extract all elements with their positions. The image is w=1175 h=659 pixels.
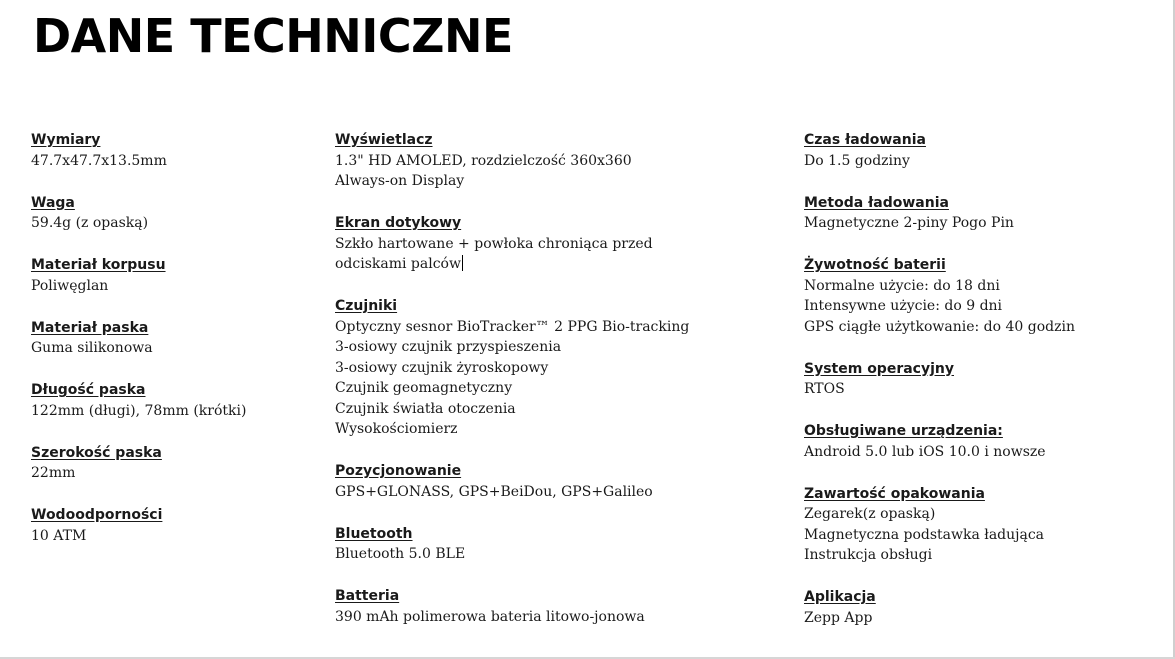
spec-section-material-paska bbox=[31, 317, 311, 359]
spec-heading: Materiał paska bbox=[31, 319, 149, 336]
spec-value-text: Magnetyczne 2-piny Pogo Pin bbox=[804, 215, 1014, 231]
spec-values bbox=[335, 544, 795, 565]
spec-heading: Materiał korpusu bbox=[31, 257, 166, 273]
spec-heading: Zawartość opakowania bbox=[804, 485, 985, 502]
spec-values bbox=[31, 463, 311, 484]
spec-values bbox=[335, 234, 795, 275]
spec-value bbox=[804, 525, 1164, 546]
spec-value-text: odciskami palców bbox=[335, 256, 461, 272]
spec-section-batteria bbox=[335, 585, 795, 627]
spec-value-text: Instrukcja obsługi bbox=[804, 547, 933, 563]
spec-value-text: Czujnik geomagnetyczny bbox=[335, 380, 513, 396]
spec-values bbox=[804, 504, 1164, 566]
spec-values bbox=[31, 338, 311, 359]
spec-value-text: 47.7x47.7x13.5mm bbox=[31, 152, 167, 169]
specs-column-1 bbox=[31, 129, 311, 567]
spec-section-waga bbox=[31, 192, 311, 234]
spec-heading: Długość paska bbox=[31, 382, 146, 398]
spec-value-text: Android 5.0 lub iOS 10.0 i nowsze bbox=[804, 443, 1046, 460]
spec-value-text: 1.3" HD AMOLED, rozdzielczość 360x360 bbox=[335, 152, 632, 169]
spec-heading: Batteria bbox=[335, 588, 400, 604]
spec-values bbox=[335, 317, 795, 440]
spec-value bbox=[335, 607, 795, 628]
spec-value bbox=[335, 419, 795, 440]
spec-heading: Aplikacja bbox=[804, 589, 876, 605]
spec-value bbox=[804, 296, 1164, 317]
spec-value bbox=[335, 234, 795, 255]
spec-value-text: Poliwęglan bbox=[31, 277, 109, 294]
spec-section-obslugiwane-urzadzenia bbox=[804, 420, 1164, 462]
page-title: DANE TECHNICZNE bbox=[33, 9, 513, 63]
spec-heading: Ekran dotykowy bbox=[335, 215, 462, 231]
spec-value-text: Zegarek(z opaską) bbox=[804, 506, 936, 522]
spec-value bbox=[335, 399, 795, 420]
spec-value-text: Zepp App bbox=[804, 609, 873, 626]
spec-value-text: Do 1.5 godziny bbox=[804, 152, 910, 169]
spec-value bbox=[335, 544, 795, 565]
specs-column-3 bbox=[804, 129, 1164, 649]
spec-value bbox=[335, 151, 795, 172]
spec-value-text: Normalne użycie: do 18 dni bbox=[804, 277, 1000, 294]
spec-heading: Wyświetlacz bbox=[335, 132, 433, 148]
spec-value-text: Always-on Display bbox=[335, 173, 465, 189]
spec-section-zawartosc-opakowania bbox=[804, 483, 1164, 566]
spec-value bbox=[335, 171, 795, 192]
spec-value bbox=[804, 317, 1164, 338]
spec-values bbox=[804, 379, 1164, 400]
spec-values bbox=[335, 482, 795, 503]
spec-value bbox=[31, 526, 311, 547]
text-cursor bbox=[462, 255, 463, 271]
spec-value bbox=[335, 378, 795, 399]
spec-section-wyswietlacz bbox=[335, 129, 795, 192]
spec-value bbox=[804, 545, 1164, 566]
spec-heading: Żywotność baterii bbox=[804, 257, 946, 273]
spec-section-system-operacyjny bbox=[804, 358, 1164, 400]
spec-values bbox=[804, 276, 1164, 338]
spec-value bbox=[804, 504, 1164, 525]
spec-value bbox=[335, 337, 795, 358]
spec-section-pozycjonowanie bbox=[335, 460, 795, 502]
spec-value bbox=[31, 338, 311, 359]
spec-values bbox=[31, 526, 311, 547]
spec-heading: Obsługiwane urządzenia: bbox=[804, 423, 1003, 439]
spec-value-text: 122mm (długi), 78mm (krótki) bbox=[31, 402, 247, 419]
spec-value-text: Magnetyczna podstawka ładująca bbox=[804, 526, 1045, 543]
spec-value bbox=[804, 608, 1164, 629]
spec-values bbox=[31, 213, 311, 234]
spec-section-aplikacja bbox=[804, 586, 1164, 628]
spec-values bbox=[804, 213, 1164, 234]
spec-value bbox=[804, 151, 1164, 172]
spec-value bbox=[804, 213, 1164, 234]
spec-value-text: 3-osiowy czujnik żyroskopowy bbox=[335, 359, 549, 376]
spec-section-czujniki bbox=[335, 295, 795, 440]
spec-value bbox=[31, 276, 311, 297]
spec-value-text: Czujnik światła otoczenia bbox=[335, 400, 516, 417]
spec-heading: System operacyjny bbox=[804, 360, 954, 377]
spec-section-dlugosc-paska bbox=[31, 379, 311, 421]
spec-values bbox=[31, 151, 311, 172]
spec-section-zywotnosc-baterii bbox=[804, 254, 1164, 337]
spec-value-text: Wysokościomierz bbox=[335, 421, 458, 437]
spec-value bbox=[804, 379, 1164, 400]
spec-heading: Pozycjonowanie bbox=[335, 463, 462, 479]
spec-value-text: Bluetooth 5.0 BLE bbox=[335, 546, 466, 562]
spec-heading: Metoda ładowania bbox=[804, 194, 949, 211]
spec-section-czas-ladowania bbox=[804, 129, 1164, 171]
specs-column-2 bbox=[335, 129, 795, 648]
spec-value-text: Optyczny sesnor BioTracker™ 2 PPG Bio-tracking bbox=[335, 318, 690, 335]
spec-value-text: Guma silikonowa bbox=[31, 340, 153, 356]
spec-value-text: 59.4g (z opaską) bbox=[31, 215, 149, 231]
spec-section-bluetooth bbox=[335, 523, 795, 565]
spec-heading: Czujniki bbox=[335, 298, 398, 314]
spec-value bbox=[335, 317, 795, 338]
spec-value-text: 390 mAh polimerowa bateria litowo-jonowa bbox=[335, 608, 645, 625]
spec-section-material-korpusu bbox=[31, 254, 311, 296]
spec-heading: Wodoodporności bbox=[31, 507, 163, 523]
spec-value-text: 10 ATM bbox=[31, 527, 87, 544]
spec-value bbox=[804, 276, 1164, 297]
spec-value bbox=[31, 151, 311, 172]
spec-values bbox=[804, 608, 1164, 629]
spec-section-ekran-dotykowy bbox=[335, 212, 795, 275]
spec-heading: Czas ładowania bbox=[804, 132, 926, 148]
spec-value bbox=[804, 442, 1164, 463]
spec-values bbox=[804, 442, 1164, 463]
spec-heading: Wymiary bbox=[31, 132, 101, 148]
spec-value bbox=[335, 482, 795, 503]
spec-value bbox=[335, 254, 795, 275]
spec-section-metoda-ladowania bbox=[804, 192, 1164, 234]
spec-value bbox=[31, 463, 311, 484]
spec-value-text: GPS+GLONASS, GPS+BeiDou, GPS+Galileo bbox=[335, 483, 653, 500]
spec-heading: Waga bbox=[31, 194, 75, 211]
spec-values bbox=[31, 276, 311, 297]
spec-value-text: Intensywne użycie: do 9 dni bbox=[804, 298, 1003, 314]
spec-values bbox=[335, 151, 795, 192]
spec-value bbox=[31, 401, 311, 422]
spec-values bbox=[31, 401, 311, 422]
spec-values bbox=[335, 607, 795, 628]
spec-value-text: 3-osiowy czujnik przyspieszenia bbox=[335, 339, 562, 355]
spec-section-wodoodpornosci bbox=[31, 504, 311, 546]
spec-section-szerokosc-paska bbox=[31, 442, 311, 484]
spec-heading: Bluetooth bbox=[335, 525, 413, 542]
spec-heading: Szerokość paska bbox=[31, 444, 162, 461]
spec-value-text: RTOS bbox=[804, 381, 845, 397]
spec-section-wymiary bbox=[31, 129, 311, 171]
spec-value-text: GPS ciągłe użytkowanie: do 40 godzin bbox=[804, 318, 1075, 335]
spec-values bbox=[804, 151, 1164, 172]
spec-value bbox=[335, 358, 795, 379]
spec-value bbox=[31, 213, 311, 234]
spec-value-text: 22mm bbox=[31, 465, 76, 481]
spec-value-text: Szkło hartowane + powłoka chroniąca przed bbox=[335, 235, 653, 252]
